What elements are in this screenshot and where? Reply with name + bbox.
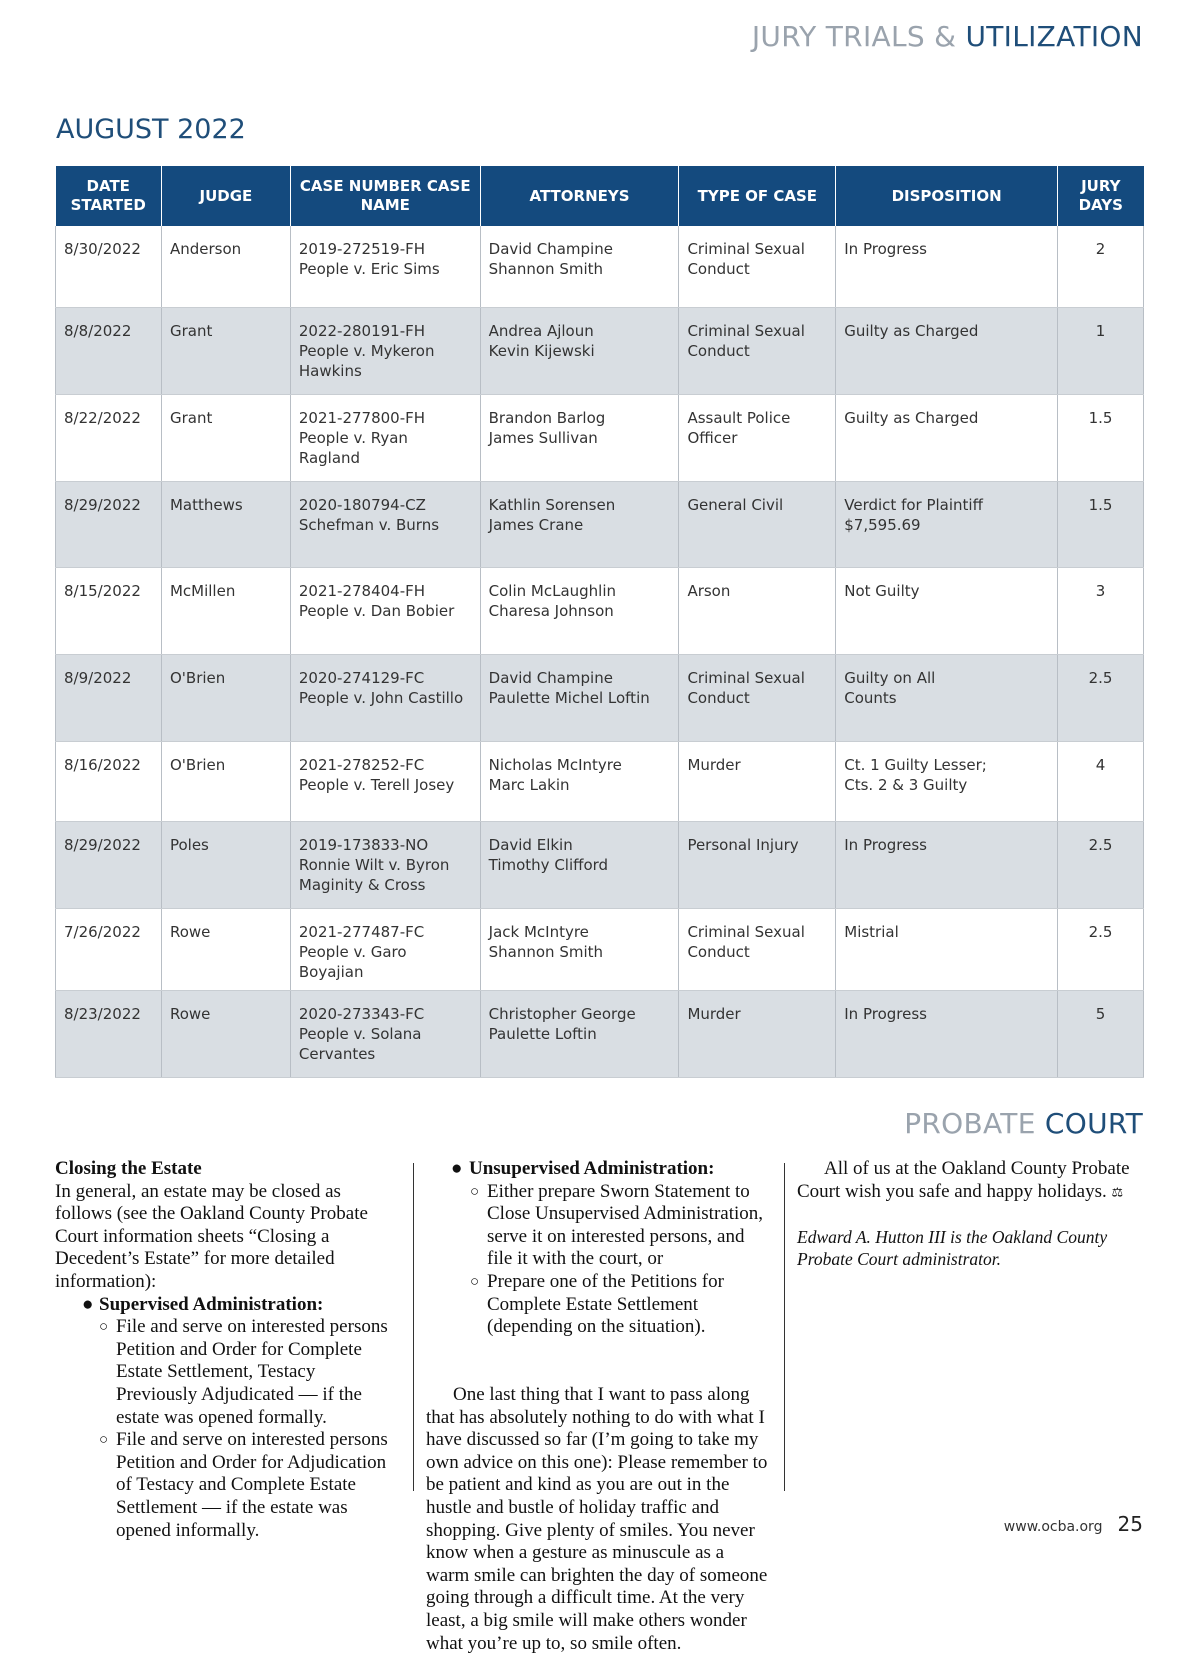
cell-case: 2021-278404-FH People v. Dan Bobier: [290, 567, 480, 654]
cell-date: 8/30/2022: [56, 226, 162, 307]
cell-jury-days: 1.5: [1058, 394, 1144, 481]
section-header-light: JURY TRIALS &: [751, 20, 957, 53]
column-header: DISPOSITION: [836, 166, 1058, 226]
cell-case: 2021-277487-FC People v. Garo Boyajian: [290, 908, 480, 990]
column-header: JURY DAYS: [1058, 166, 1144, 226]
cell-date: 8/29/2022: [56, 821, 162, 908]
column-divider: [413, 1163, 414, 1491]
cell-disposition: Ct. 1 Guilty Lesser; Cts. 2 & 3 Guilty: [836, 741, 1058, 821]
page-number: 25: [1117, 1512, 1143, 1536]
unsupervised-item: Prepare one of the Petitions for Complete Estate Settlement (depending on the situation).: [487, 1270, 724, 1338]
list-item: [426, 1181, 769, 1271]
cell-judge: Grant: [161, 394, 290, 481]
cell-jury-days: 4: [1058, 741, 1144, 821]
cell-attorneys: Jack McIntyre Shannon Smith: [480, 908, 679, 990]
list-item: [55, 1316, 401, 1429]
table-row: [56, 567, 1144, 654]
cell-date: 8/9/2022: [56, 654, 162, 741]
cell-disposition: In Progress: [836, 821, 1058, 908]
article-column-3: [797, 1158, 1143, 1270]
section-header: [752, 20, 1143, 53]
column-header: CASE NUMBER CASE NAME: [290, 166, 480, 226]
table-row: [56, 821, 1144, 908]
cell-type: Arson: [679, 567, 836, 654]
cell-disposition: Guilty as Charged: [836, 394, 1058, 481]
cell-type: Criminal Sexual Conduct: [679, 226, 836, 307]
probate-court-header: [904, 1107, 1143, 1140]
unsupervised-list: [426, 1158, 769, 1339]
cell-jury-days: 5: [1058, 990, 1144, 1077]
supervised-item: File and serve on interested persons Petition and Order for Complete Estate Settlement, Testacy Previously Adjudicated — if the estate was opened formally.: [116, 1316, 388, 1428]
cell-disposition: Guilty on All Counts: [836, 654, 1058, 741]
column-header: DATE STARTED: [56, 166, 162, 226]
list-item: [426, 1158, 769, 1181]
cell-judge: Rowe: [161, 908, 290, 990]
table-row: [56, 990, 1144, 1077]
table-title: AUGUST 2022: [56, 114, 246, 145]
cell-type: Murder: [679, 990, 836, 1077]
table-header-row: [56, 166, 1144, 226]
section-header-dark: UTILIZATION: [965, 20, 1143, 53]
closing-paragraph: One last thing that I want to pass along that has absolutely nothing to do with what I have discussed so far (I’m going to take my own advice on this one): Please remember to be patient and kind as you are out in the hustle and bustle of holiday traffic and shopping. Give plenty of smiles. You never know when a gesture as minuscule as a warm smile can brighten the day of someone going through a difficult time. At the very least, a big smile will make others wonder what you’re up to, so smile often.: [426, 1384, 768, 1654]
cell-case: 2022-280191-FH People v. Mykeron Hawkins: [290, 307, 480, 394]
cell-jury-days: 3: [1058, 567, 1144, 654]
cell-type: Murder: [679, 741, 836, 821]
cell-attorneys: Nicholas McIntyre Marc Lakin: [480, 741, 679, 821]
table-row: [56, 908, 1144, 990]
footer-url: www.ocba.org: [1003, 1519, 1103, 1535]
cell-case: 2020-274129-FC People v. John Castillo: [290, 654, 480, 741]
article-heading: Closing the Estate: [55, 1158, 202, 1179]
cell-disposition: Not Guilty: [836, 567, 1058, 654]
cell-type: Assault Police Officer: [679, 394, 836, 481]
column-header: ATTORNEYS: [480, 166, 679, 226]
cell-attorneys: Andrea Ajloun Kevin Kijewski: [480, 307, 679, 394]
column-header: JUDGE: [161, 166, 290, 226]
cell-judge: Rowe: [161, 990, 290, 1077]
table-row: [56, 307, 1144, 394]
cell-type: Criminal Sexual Conduct: [679, 908, 836, 990]
cell-judge: O'Brien: [161, 741, 290, 821]
circle-bullet-icon: ○: [470, 1183, 480, 1200]
unsupervised-item: Either prepare Sworn Statement to Close Unsupervised Administration, serve it on interested persons, and file it with the court, or: [487, 1180, 764, 1270]
page-footer: [1004, 1512, 1143, 1536]
cell-date: 8/8/2022: [56, 307, 162, 394]
cell-type: Criminal Sexual Conduct: [679, 307, 836, 394]
table-row: [56, 394, 1144, 481]
cell-disposition: Mistrial: [836, 908, 1058, 990]
cell-jury-days: 2: [1058, 226, 1144, 307]
probate-header-dark: COURT: [1044, 1107, 1143, 1140]
cell-attorneys: Christopher George Paulette Loftin: [480, 990, 679, 1077]
probate-header-light: PROBATE: [904, 1107, 1036, 1140]
cell-judge: Matthews: [161, 481, 290, 567]
cell-disposition: Guilty as Charged: [836, 307, 1058, 394]
cell-judge: Grant: [161, 307, 290, 394]
cell-date: 7/26/2022: [56, 908, 162, 990]
cell-judge: Poles: [161, 821, 290, 908]
cell-disposition: In Progress: [836, 990, 1058, 1077]
cell-case: 2019-272519-FH People v. Eric Sims: [290, 226, 480, 307]
article-column-1: [55, 1158, 401, 1542]
wish-paragraph: All of us at the Oakland County Probate Court wish you safe and happy holidays. ⚖: [797, 1158, 1130, 1202]
cell-attorneys: David Elkin Timothy Clifford: [480, 821, 679, 908]
cell-type: Criminal Sexual Conduct: [679, 654, 836, 741]
list-item: [426, 1271, 769, 1339]
cell-case: 2021-277800-FH People v. Ryan Ragland: [290, 394, 480, 481]
cell-type: General Civil: [679, 481, 836, 567]
supervised-item: File and serve on interested persons Petition and Order for Adjudication of Testacy and Complete Estate Settlement — if the estate was opened informally.: [116, 1429, 388, 1541]
cell-date: 8/16/2022: [56, 741, 162, 821]
cell-judge: McMillen: [161, 567, 290, 654]
cell-disposition: Verdict for Plaintiff $7,595.69: [836, 481, 1058, 567]
cell-attorneys: David Champine Paulette Michel Loftin: [480, 654, 679, 741]
circle-bullet-icon: ○: [99, 1319, 109, 1336]
cell-attorneys: Colin McLaughlin Charesa Johnson: [480, 567, 679, 654]
bullet-icon: ●: [451, 1158, 463, 1179]
cell-date: 8/22/2022: [56, 394, 162, 481]
bullet-icon: ●: [82, 1293, 94, 1315]
article-column-2: [426, 1112, 769, 1339]
closing-options-list: [55, 1294, 401, 1543]
cell-judge: O'Brien: [161, 654, 290, 741]
column-divider: [784, 1163, 785, 1491]
cell-jury-days: 1: [1058, 307, 1144, 394]
closing-paragraph-block: [426, 1384, 769, 1654]
cell-attorneys: Kathlin Sorensen James Crane: [480, 481, 679, 567]
cell-jury-days: 2.5: [1058, 654, 1144, 741]
cell-jury-days: 2.5: [1058, 821, 1144, 908]
cell-disposition: In Progress: [836, 226, 1058, 307]
author-byline: Edward A. Hutton III is the Oakland County Probate Court administrator.: [797, 1226, 1108, 1269]
list-item: [55, 1429, 401, 1542]
list-item: [55, 1294, 401, 1317]
cell-case: 2021-278252-FC People v. Terell Josey: [290, 741, 480, 821]
cell-date: 8/15/2022: [56, 567, 162, 654]
circle-bullet-icon: ○: [99, 1432, 109, 1449]
cell-date: 8/29/2022: [56, 481, 162, 567]
cell-case: 2019-173833-NO Ronnie Wilt v. Byron Maginity & Cross: [290, 821, 480, 908]
table-row: [56, 481, 1144, 567]
cell-jury-days: 1.5: [1058, 481, 1144, 567]
scales-icon: ⚖: [1111, 1183, 1124, 1199]
cell-attorneys: David Champine Shannon Smith: [480, 226, 679, 307]
cell-jury-days: 2.5: [1058, 908, 1144, 990]
circle-bullet-icon: ○: [470, 1273, 480, 1290]
cell-case: 2020-273343-FC People v. Solana Cervantes: [290, 990, 480, 1077]
cell-attorneys: Brandon Barlog James Sullivan: [480, 394, 679, 481]
cell-date: 8/23/2022: [56, 990, 162, 1077]
supervised-label: Supervised Administration:: [99, 1293, 324, 1315]
table-row: [56, 226, 1144, 307]
table-row: [56, 741, 1144, 821]
table-row: [56, 654, 1144, 741]
cell-judge: Anderson: [161, 226, 290, 307]
cell-type: Personal Injury: [679, 821, 836, 908]
jury-trials-table: [55, 166, 1144, 1078]
column-header: TYPE OF CASE: [679, 166, 836, 226]
article-intro: In general, an estate may be closed as follows (see the Oakland County Probate Court information sheets “Closing a Decedent’s Estate” for more detailed information):: [55, 1180, 368, 1292]
unsupervised-label: Unsupervised Administration:: [469, 1158, 715, 1179]
cell-case: 2020-180794-CZ Schefman v. Burns: [290, 481, 480, 567]
